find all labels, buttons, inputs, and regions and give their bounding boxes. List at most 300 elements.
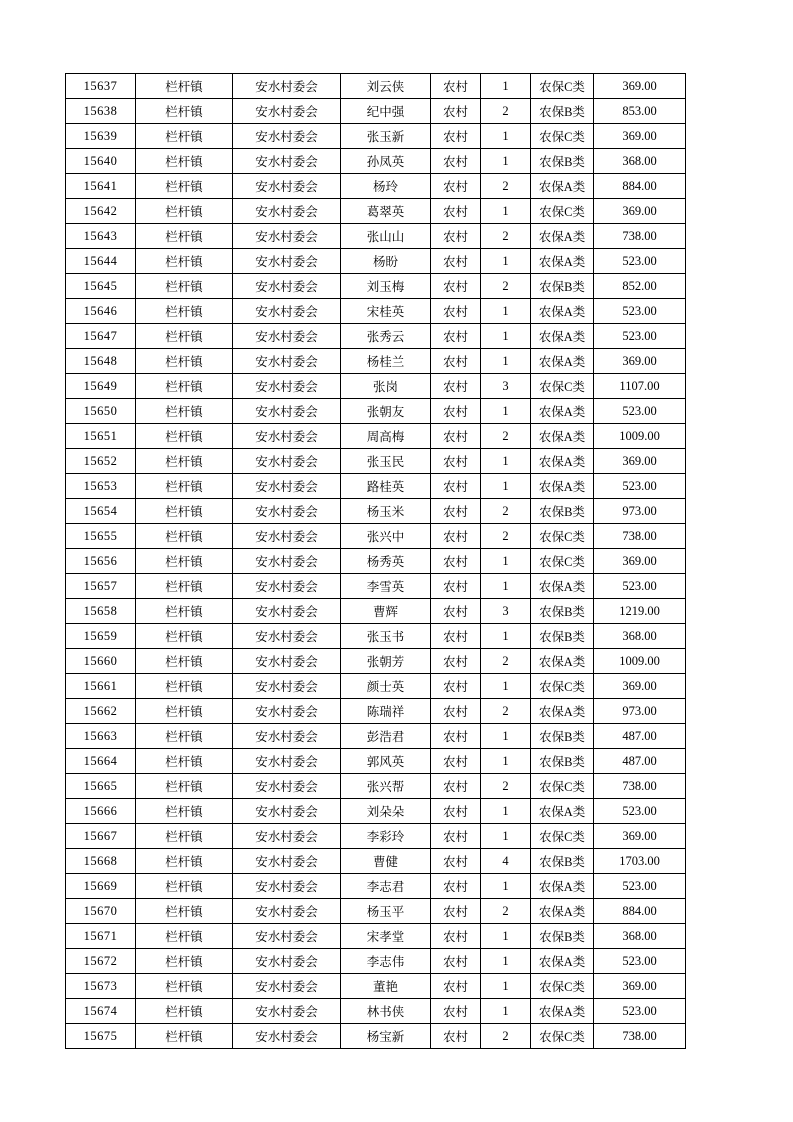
cell-village-committee: 安水村委会 <box>233 249 341 274</box>
table-row <box>66 574 686 599</box>
cell-id: 15652 <box>66 449 136 474</box>
cell-person-count: 3 <box>481 374 531 399</box>
cell-town: 栏杆镇 <box>136 649 233 674</box>
cell-amount: 1009.00 <box>594 649 686 674</box>
table-row <box>66 949 686 974</box>
cell-person-name: 张兴帮 <box>341 774 431 799</box>
cell-person-count: 1 <box>481 474 531 499</box>
cell-residence-type: 农村 <box>431 349 481 374</box>
cell-residence-type: 农村 <box>431 274 481 299</box>
cell-amount: 523.00 <box>594 249 686 274</box>
cell-village-committee: 安水村委会 <box>233 849 341 874</box>
cell-person-name: 李志伟 <box>341 949 431 974</box>
cell-insurance-category: 农保C类 <box>531 774 594 799</box>
cell-insurance-category: 农保C类 <box>531 199 594 224</box>
cell-residence-type: 农村 <box>431 174 481 199</box>
cell-insurance-category: 农保C类 <box>531 824 594 849</box>
cell-village-committee: 安水村委会 <box>233 499 341 524</box>
cell-person-count: 1 <box>481 549 531 574</box>
cell-village-committee: 安水村委会 <box>233 899 341 924</box>
cell-residence-type: 农村 <box>431 624 481 649</box>
cell-village-committee: 安水村委会 <box>233 799 341 824</box>
table-row <box>66 99 686 124</box>
cell-town: 栏杆镇 <box>136 374 233 399</box>
cell-village-committee: 安水村委会 <box>233 1024 341 1049</box>
cell-id: 15646 <box>66 299 136 324</box>
table-row <box>66 849 686 874</box>
cell-town: 栏杆镇 <box>136 74 233 99</box>
cell-residence-type: 农村 <box>431 524 481 549</box>
cell-residence-type: 农村 <box>431 224 481 249</box>
cell-amount: 738.00 <box>594 1024 686 1049</box>
table-row <box>66 674 686 699</box>
table-row <box>66 374 686 399</box>
cell-person-name: 董艳 <box>341 974 431 999</box>
cell-amount: 369.00 <box>594 449 686 474</box>
cell-amount: 523.00 <box>594 874 686 899</box>
cell-residence-type: 农村 <box>431 249 481 274</box>
cell-person-count: 1 <box>481 874 531 899</box>
cell-insurance-category: 农保C类 <box>531 549 594 574</box>
cell-village-committee: 安水村委会 <box>233 74 341 99</box>
cell-amount: 523.00 <box>594 574 686 599</box>
cell-residence-type: 农村 <box>431 74 481 99</box>
cell-village-committee: 安水村委会 <box>233 274 341 299</box>
cell-amount: 369.00 <box>594 824 686 849</box>
cell-person-name: 郭风英 <box>341 749 431 774</box>
cell-town: 栏杆镇 <box>136 899 233 924</box>
cell-insurance-category: 农保C类 <box>531 74 594 99</box>
cell-residence-type: 农村 <box>431 949 481 974</box>
cell-person-count: 1 <box>481 624 531 649</box>
cell-person-count: 1 <box>481 299 531 324</box>
cell-amount: 368.00 <box>594 149 686 174</box>
cell-amount: 523.00 <box>594 324 686 349</box>
cell-person-count: 2 <box>481 1024 531 1049</box>
cell-village-committee: 安水村委会 <box>233 549 341 574</box>
cell-amount: 523.00 <box>594 799 686 824</box>
cell-person-count: 1 <box>481 149 531 174</box>
cell-insurance-category: 农保C类 <box>531 374 594 399</box>
cell-person-name: 张玉民 <box>341 449 431 474</box>
cell-village-committee: 安水村委会 <box>233 949 341 974</box>
table-row <box>66 399 686 424</box>
cell-id: 15649 <box>66 374 136 399</box>
cell-person-count: 1 <box>481 74 531 99</box>
cell-residence-type: 农村 <box>431 574 481 599</box>
cell-residence-type: 农村 <box>431 874 481 899</box>
cell-id: 15660 <box>66 649 136 674</box>
table-row <box>66 874 686 899</box>
cell-person-name: 陈瑞祥 <box>341 699 431 724</box>
table-row <box>66 349 686 374</box>
cell-person-count: 1 <box>481 349 531 374</box>
cell-person-name: 纪中强 <box>341 99 431 124</box>
cell-person-count: 1 <box>481 324 531 349</box>
cell-town: 栏杆镇 <box>136 774 233 799</box>
cell-village-committee: 安水村委会 <box>233 574 341 599</box>
cell-village-committee: 安水村委会 <box>233 824 341 849</box>
cell-insurance-category: 农保B类 <box>531 724 594 749</box>
cell-town: 栏杆镇 <box>136 949 233 974</box>
cell-village-committee: 安水村委会 <box>233 174 341 199</box>
cell-residence-type: 农村 <box>431 199 481 224</box>
cell-id: 15674 <box>66 999 136 1024</box>
cell-insurance-category: 农保B类 <box>531 624 594 649</box>
cell-residence-type: 农村 <box>431 974 481 999</box>
cell-town: 栏杆镇 <box>136 724 233 749</box>
cell-person-count: 2 <box>481 774 531 799</box>
cell-person-count: 1 <box>481 724 531 749</box>
cell-insurance-category: 农保A类 <box>531 699 594 724</box>
cell-person-count: 2 <box>481 524 531 549</box>
cell-insurance-category: 农保B类 <box>531 274 594 299</box>
cell-town: 栏杆镇 <box>136 224 233 249</box>
cell-amount: 368.00 <box>594 624 686 649</box>
cell-id: 15668 <box>66 849 136 874</box>
cell-town: 栏杆镇 <box>136 849 233 874</box>
cell-id: 15655 <box>66 524 136 549</box>
cell-town: 栏杆镇 <box>136 924 233 949</box>
cell-town: 栏杆镇 <box>136 174 233 199</box>
cell-person-count: 1 <box>481 974 531 999</box>
cell-id: 15658 <box>66 599 136 624</box>
cell-insurance-category: 农保B类 <box>531 749 594 774</box>
cell-person-name: 张秀云 <box>341 324 431 349</box>
cell-person-name: 张朝芳 <box>341 649 431 674</box>
table-row <box>66 824 686 849</box>
cell-residence-type: 农村 <box>431 1024 481 1049</box>
cell-id: 15654 <box>66 499 136 524</box>
cell-insurance-category: 农保B类 <box>531 849 594 874</box>
cell-amount: 523.00 <box>594 399 686 424</box>
cell-person-name: 杨桂兰 <box>341 349 431 374</box>
cell-residence-type: 农村 <box>431 849 481 874</box>
cell-person-count: 1 <box>481 574 531 599</box>
cell-residence-type: 农村 <box>431 724 481 749</box>
cell-village-committee: 安水村委会 <box>233 774 341 799</box>
cell-id: 15640 <box>66 149 136 174</box>
cell-person-name: 张朝友 <box>341 399 431 424</box>
cell-id: 15664 <box>66 749 136 774</box>
table-row <box>66 324 686 349</box>
cell-village-committee: 安水村委会 <box>233 874 341 899</box>
table-row <box>66 149 686 174</box>
cell-insurance-category: 农保B类 <box>531 924 594 949</box>
cell-person-name: 张岗 <box>341 374 431 399</box>
table-row <box>66 899 686 924</box>
cell-residence-type: 农村 <box>431 324 481 349</box>
cell-town: 栏杆镇 <box>136 674 233 699</box>
cell-person-name: 宋孝堂 <box>341 924 431 949</box>
cell-person-count: 1 <box>481 824 531 849</box>
cell-amount: 853.00 <box>594 99 686 124</box>
cell-person-name: 杨秀英 <box>341 549 431 574</box>
table-row <box>66 649 686 674</box>
cell-insurance-category: 农保C类 <box>531 974 594 999</box>
cell-amount: 738.00 <box>594 224 686 249</box>
records-table <box>65 73 686 1049</box>
cell-town: 栏杆镇 <box>136 974 233 999</box>
cell-town: 栏杆镇 <box>136 699 233 724</box>
cell-village-committee: 安水村委会 <box>233 224 341 249</box>
cell-residence-type: 农村 <box>431 674 481 699</box>
cell-amount: 738.00 <box>594 774 686 799</box>
cell-town: 栏杆镇 <box>136 549 233 574</box>
cell-insurance-category: 农保A类 <box>531 574 594 599</box>
cell-town: 栏杆镇 <box>136 399 233 424</box>
cell-person-count: 1 <box>481 749 531 774</box>
cell-person-count: 1 <box>481 449 531 474</box>
cell-town: 栏杆镇 <box>136 1024 233 1049</box>
cell-id: 15638 <box>66 99 136 124</box>
cell-insurance-category: 农保A类 <box>531 999 594 1024</box>
cell-village-committee: 安水村委会 <box>233 599 341 624</box>
cell-amount: 884.00 <box>594 174 686 199</box>
table-row <box>66 549 686 574</box>
cell-amount: 852.00 <box>594 274 686 299</box>
table-row <box>66 124 686 149</box>
cell-id: 15651 <box>66 424 136 449</box>
cell-village-committee: 安水村委会 <box>233 749 341 774</box>
cell-town: 栏杆镇 <box>136 999 233 1024</box>
cell-village-committee: 安水村委会 <box>233 474 341 499</box>
cell-person-count: 2 <box>481 699 531 724</box>
cell-person-name: 刘云侠 <box>341 74 431 99</box>
cell-amount: 1703.00 <box>594 849 686 874</box>
table-row <box>66 299 686 324</box>
cell-insurance-category: 农保A类 <box>531 174 594 199</box>
cell-person-name: 曹辉 <box>341 599 431 624</box>
cell-person-count: 2 <box>481 499 531 524</box>
cell-id: 15642 <box>66 199 136 224</box>
cell-person-name: 杨玲 <box>341 174 431 199</box>
cell-residence-type: 农村 <box>431 149 481 174</box>
cell-person-count: 1 <box>481 949 531 974</box>
cell-insurance-category: 农保A类 <box>531 899 594 924</box>
cell-village-committee: 安水村委会 <box>233 399 341 424</box>
cell-amount: 1009.00 <box>594 424 686 449</box>
cell-id: 15645 <box>66 274 136 299</box>
table-row <box>66 624 686 649</box>
cell-amount: 973.00 <box>594 499 686 524</box>
cell-amount: 1107.00 <box>594 374 686 399</box>
cell-person-count: 2 <box>481 224 531 249</box>
cell-village-committee: 安水村委会 <box>233 524 341 549</box>
cell-village-committee: 安水村委会 <box>233 624 341 649</box>
cell-insurance-category: 农保A类 <box>531 424 594 449</box>
table-row <box>66 774 686 799</box>
cell-village-committee: 安水村委会 <box>233 674 341 699</box>
cell-residence-type: 农村 <box>431 99 481 124</box>
cell-town: 栏杆镇 <box>136 474 233 499</box>
cell-residence-type: 农村 <box>431 649 481 674</box>
cell-amount: 369.00 <box>594 124 686 149</box>
cell-village-committee: 安水村委会 <box>233 324 341 349</box>
cell-town: 栏杆镇 <box>136 599 233 624</box>
cell-town: 栏杆镇 <box>136 349 233 374</box>
cell-person-count: 2 <box>481 649 531 674</box>
cell-person-name: 杨玉平 <box>341 899 431 924</box>
cell-amount: 369.00 <box>594 974 686 999</box>
cell-id: 15675 <box>66 1024 136 1049</box>
cell-village-committee: 安水村委会 <box>233 724 341 749</box>
cell-id: 15665 <box>66 774 136 799</box>
cell-town: 栏杆镇 <box>136 874 233 899</box>
table-row <box>66 199 686 224</box>
cell-village-committee: 安水村委会 <box>233 974 341 999</box>
cell-person-name: 曹健 <box>341 849 431 874</box>
cell-person-name: 李志君 <box>341 874 431 899</box>
table-row <box>66 449 686 474</box>
cell-residence-type: 农村 <box>431 124 481 149</box>
cell-town: 栏杆镇 <box>136 99 233 124</box>
cell-town: 栏杆镇 <box>136 149 233 174</box>
cell-village-committee: 安水村委会 <box>233 449 341 474</box>
cell-residence-type: 农村 <box>431 299 481 324</box>
cell-residence-type: 农村 <box>431 449 481 474</box>
cell-id: 15659 <box>66 624 136 649</box>
table-row <box>66 974 686 999</box>
cell-person-name: 张玉新 <box>341 124 431 149</box>
cell-residence-type: 农村 <box>431 699 481 724</box>
cell-amount: 369.00 <box>594 199 686 224</box>
cell-amount: 487.00 <box>594 749 686 774</box>
cell-residence-type: 农村 <box>431 924 481 949</box>
cell-town: 栏杆镇 <box>136 524 233 549</box>
cell-person-name: 林书侠 <box>341 999 431 1024</box>
cell-person-name: 杨玉米 <box>341 499 431 524</box>
cell-person-name: 路桂英 <box>341 474 431 499</box>
cell-id: 15672 <box>66 949 136 974</box>
cell-amount: 738.00 <box>594 524 686 549</box>
cell-id: 15666 <box>66 799 136 824</box>
table-row <box>66 424 686 449</box>
cell-person-name: 孙凤英 <box>341 149 431 174</box>
cell-town: 栏杆镇 <box>136 624 233 649</box>
cell-person-count: 2 <box>481 274 531 299</box>
cell-town: 栏杆镇 <box>136 449 233 474</box>
cell-person-count: 1 <box>481 249 531 274</box>
cell-person-name: 张玉书 <box>341 624 431 649</box>
cell-residence-type: 农村 <box>431 999 481 1024</box>
cell-residence-type: 农村 <box>431 899 481 924</box>
table-row <box>66 999 686 1024</box>
cell-person-name: 刘玉梅 <box>341 274 431 299</box>
cell-person-count: 2 <box>481 174 531 199</box>
table-row <box>66 924 686 949</box>
cell-insurance-category: 农保A类 <box>531 249 594 274</box>
cell-id: 15643 <box>66 224 136 249</box>
cell-insurance-category: 农保A类 <box>531 949 594 974</box>
cell-person-count: 1 <box>481 199 531 224</box>
cell-amount: 369.00 <box>594 349 686 374</box>
cell-id: 15663 <box>66 724 136 749</box>
cell-village-committee: 安水村委会 <box>233 999 341 1024</box>
table-row <box>66 1024 686 1049</box>
cell-id: 15644 <box>66 249 136 274</box>
cell-village-committee: 安水村委会 <box>233 124 341 149</box>
cell-person-count: 4 <box>481 849 531 874</box>
table-row <box>66 699 686 724</box>
cell-residence-type: 农村 <box>431 499 481 524</box>
cell-residence-type: 农村 <box>431 749 481 774</box>
cell-town: 栏杆镇 <box>136 499 233 524</box>
cell-person-count: 1 <box>481 674 531 699</box>
cell-residence-type: 农村 <box>431 549 481 574</box>
cell-village-committee: 安水村委会 <box>233 424 341 449</box>
cell-town: 栏杆镇 <box>136 324 233 349</box>
cell-id: 15650 <box>66 399 136 424</box>
cell-id: 15670 <box>66 899 136 924</box>
table-row <box>66 749 686 774</box>
cell-residence-type: 农村 <box>431 374 481 399</box>
cell-person-name: 李彩玲 <box>341 824 431 849</box>
cell-town: 栏杆镇 <box>136 424 233 449</box>
cell-town: 栏杆镇 <box>136 824 233 849</box>
cell-amount: 523.00 <box>594 999 686 1024</box>
cell-insurance-category: 农保A类 <box>531 324 594 349</box>
cell-insurance-category: 农保C类 <box>531 674 594 699</box>
cell-village-committee: 安水村委会 <box>233 374 341 399</box>
cell-village-committee: 安水村委会 <box>233 924 341 949</box>
cell-insurance-category: 农保A类 <box>531 224 594 249</box>
records-table-body <box>66 74 686 1049</box>
cell-person-name: 刘朵朵 <box>341 799 431 824</box>
cell-town: 栏杆镇 <box>136 299 233 324</box>
cell-amount: 1219.00 <box>594 599 686 624</box>
cell-amount: 523.00 <box>594 474 686 499</box>
cell-insurance-category: 农保A类 <box>531 874 594 899</box>
table-row <box>66 474 686 499</box>
cell-person-name: 彭浩君 <box>341 724 431 749</box>
cell-amount: 523.00 <box>594 949 686 974</box>
cell-residence-type: 农村 <box>431 799 481 824</box>
cell-person-name: 张山山 <box>341 224 431 249</box>
cell-residence-type: 农村 <box>431 424 481 449</box>
table-row <box>66 724 686 749</box>
cell-person-name: 杨宝新 <box>341 1024 431 1049</box>
cell-person-count: 1 <box>481 999 531 1024</box>
cell-id: 15667 <box>66 824 136 849</box>
cell-id: 15657 <box>66 574 136 599</box>
cell-village-committee: 安水村委会 <box>233 149 341 174</box>
cell-village-committee: 安水村委会 <box>233 199 341 224</box>
cell-residence-type: 农村 <box>431 824 481 849</box>
cell-village-committee: 安水村委会 <box>233 649 341 674</box>
cell-amount: 884.00 <box>594 899 686 924</box>
cell-residence-type: 农村 <box>431 474 481 499</box>
cell-id: 15648 <box>66 349 136 374</box>
cell-insurance-category: 农保A类 <box>531 399 594 424</box>
cell-amount: 369.00 <box>594 674 686 699</box>
cell-insurance-category: 农保B类 <box>531 99 594 124</box>
cell-id: 15639 <box>66 124 136 149</box>
table-row <box>66 174 686 199</box>
cell-person-name: 杨盼 <box>341 249 431 274</box>
cell-town: 栏杆镇 <box>136 799 233 824</box>
cell-town: 栏杆镇 <box>136 249 233 274</box>
cell-person-count: 1 <box>481 924 531 949</box>
cell-amount: 369.00 <box>594 549 686 574</box>
cell-id: 15641 <box>66 174 136 199</box>
cell-residence-type: 农村 <box>431 774 481 799</box>
cell-village-committee: 安水村委会 <box>233 299 341 324</box>
cell-person-count: 1 <box>481 124 531 149</box>
cell-amount: 973.00 <box>594 699 686 724</box>
cell-insurance-category: 农保A类 <box>531 474 594 499</box>
cell-town: 栏杆镇 <box>136 749 233 774</box>
